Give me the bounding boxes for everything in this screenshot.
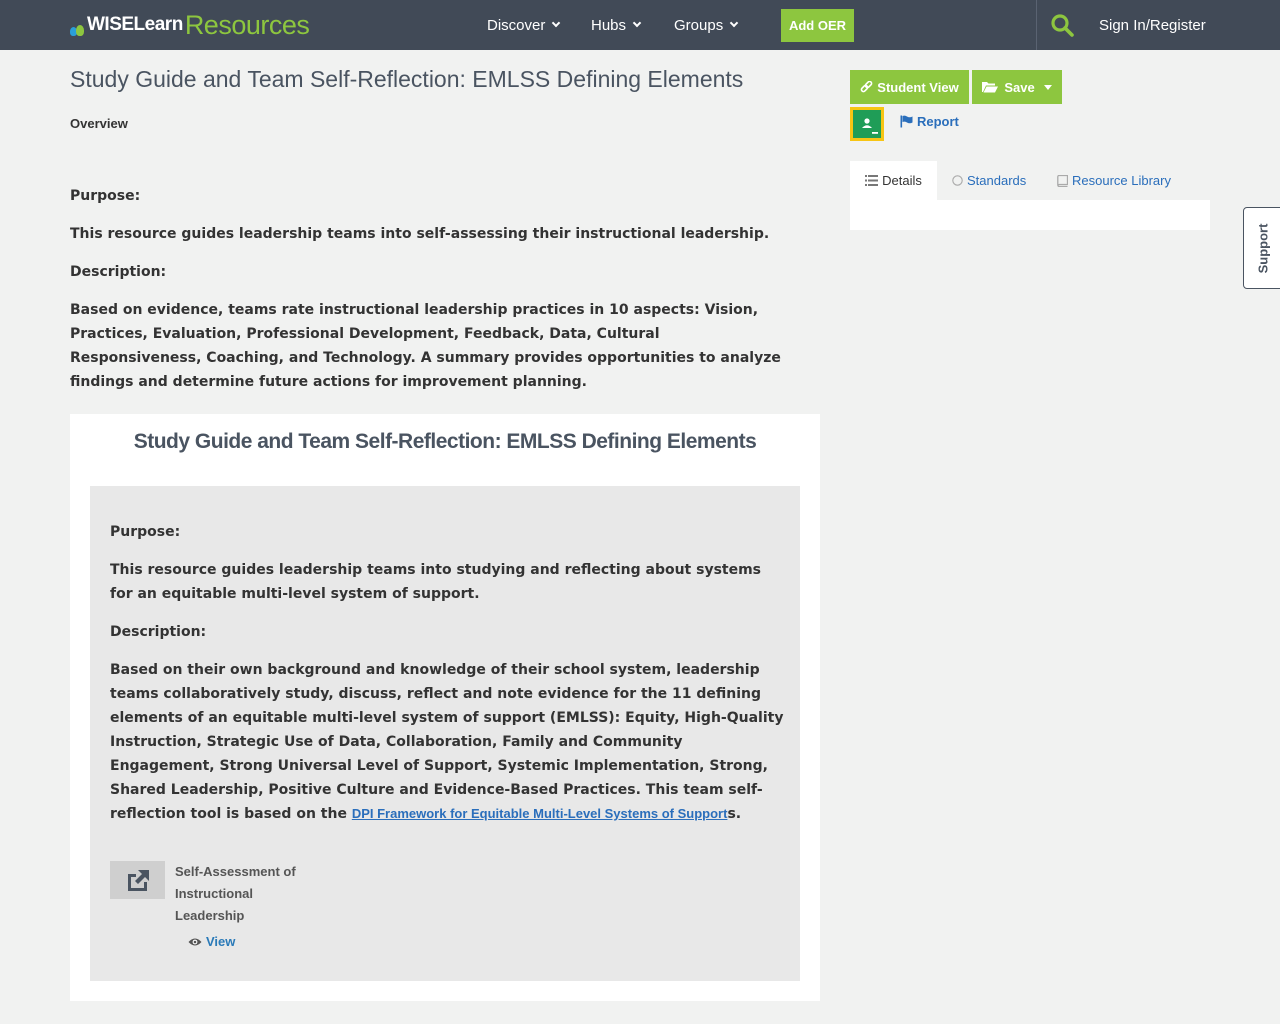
page-title: Study Guide and Team Self-Reflection: EMLSS Defining Elements [70, 66, 744, 92]
description-label: Description: [70, 264, 167, 280]
nav-discover-label: Discover [487, 16, 546, 34]
resource-title[interactable]: Self-Assessment of Instructional Leadership [175, 864, 296, 923]
sign-in-register-link[interactable]: Sign In/Register [1099, 16, 1206, 34]
search-icon[interactable] [1050, 13, 1074, 37]
tab-details-label: Details [882, 173, 922, 188]
purpose-text: This resource guides leadership teams into self-assessing their instructional leadership. [70, 226, 770, 242]
overview-heading: Overview [70, 116, 128, 131]
list-icon [865, 175, 878, 186]
description-text: Based on evidence, teams rate instructional leadership practices in 10 aspects: Vision, Practices, Evaluation, Professional Development, Feedback, Data, Cultural Responsiveness, Coaching, and Technology. A summary provides opportunities to analyze findings and determine future actions for improvement planning. [70, 302, 781, 390]
nav-hubs-label: Hubs [591, 16, 627, 34]
card-description-tail: s. [727, 806, 742, 822]
support-tab[interactable] [1243, 207, 1280, 289]
tab-resource-library-label: Resource Library [1072, 173, 1171, 188]
logo-text-wiselearn: WISELearn [87, 14, 183, 35]
card-purpose-label: Purpose: [110, 524, 181, 540]
student-view-button[interactable] [850, 70, 969, 104]
view-link[interactable] [188, 934, 235, 949]
nav-groups[interactable] [674, 0, 737, 50]
circle-icon [952, 175, 963, 186]
nav-groups-label: Groups [674, 16, 724, 34]
caret-down-icon [1044, 85, 1052, 90]
report-label: Report [917, 114, 959, 129]
folder-open-icon [982, 81, 998, 93]
chevron-down-icon [633, 19, 641, 27]
tab-resource-library[interactable] [1057, 161, 1171, 200]
external-resource-thumbnail[interactable] [110, 861, 165, 899]
link-icon [860, 81, 873, 94]
tab-standards[interactable] [952, 161, 1026, 200]
logo-mark-icon [70, 21, 86, 37]
purpose-label: Purpose: [70, 188, 141, 204]
chevron-down-icon [552, 19, 560, 27]
tab-details[interactable] [850, 161, 937, 200]
tab-standards-label: Standards [967, 173, 1027, 188]
external-link-icon [125, 868, 151, 892]
card-title: Study Guide and Team Self-Reflection: EMLSS Defining Elements [133, 430, 757, 453]
flag-icon [900, 115, 913, 128]
nav-divider [1036, 0, 1037, 50]
book-icon [1057, 175, 1068, 187]
google-classroom-icon [853, 110, 881, 138]
support-label: Support [1255, 223, 1271, 273]
card-description-label: Description: [110, 624, 207, 640]
eye-icon [188, 937, 202, 947]
card-description-body: Based on their own background and knowledge of their school system, leadership teams collaboratively study, discuss, reflect and note evidence for the 11 defining elements of an equitable multi-level system of support (EMLSS): Equity, High-Quality Instruction, Strategic Use of Data, Collaboration, Family and Community Engagement, Strong Universal Level of Support, Systemic Implementation, Strong, Shared Leadership, Positive Culture and Evidence-Based Practices. This team self-reflection tool is based on the [110, 662, 784, 822]
card-purpose-text: This resource guides leadership teams into studying and reflecting about systems for an equitable multi-level system of support. [110, 562, 762, 602]
save-label: Save [1004, 79, 1035, 95]
top-navbar [0, 0, 1280, 50]
details-tab-panel [850, 200, 1210, 230]
nav-discover[interactable] [487, 0, 559, 50]
google-classroom-button[interactable] [850, 107, 884, 141]
card-description-text [110, 658, 790, 826]
add-oer-button[interactable]: Add OER [781, 9, 854, 42]
view-label: View [206, 934, 236, 949]
logo-text-resources: Resources [184, 9, 310, 40]
dpi-framework-link[interactable]: DPI Framework for Equitable Multi-Level Systems of Support [351, 806, 728, 821]
wiselearn-logo[interactable] [70, 10, 309, 40]
chevron-down-icon [730, 19, 738, 27]
nav-hubs[interactable] [591, 0, 640, 50]
save-button[interactable] [972, 70, 1062, 104]
student-view-label: Student View [877, 79, 959, 95]
report-link[interactable] [900, 114, 959, 129]
